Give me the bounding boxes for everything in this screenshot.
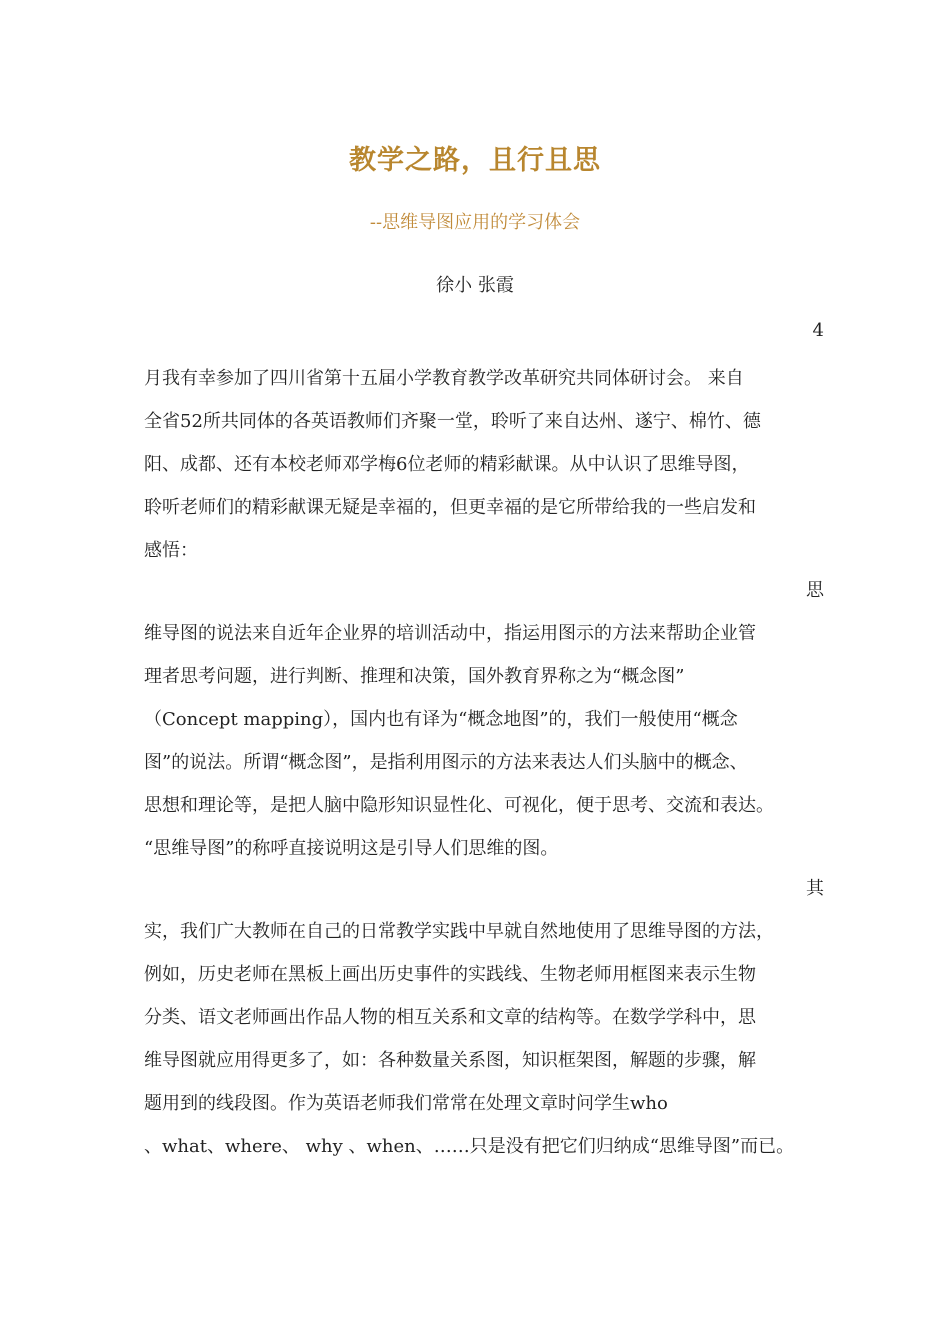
paragraph-3-line-6: 、what、where、 why 、when、……只是没有把它们归纳成“思维导图”而已。 <box>144 1136 795 1157</box>
paragraph-3-line-3: 分类、语文老师画出作品人物的相互关系和文章的结构等。在数学学科中，思 <box>144 1007 756 1028</box>
paragraph-3-line-5: 题用到的线段图。作为英语老师我们常常在处理文章时问学生who <box>144 1093 668 1114</box>
paragraph-3-line-2: 例如，历史老师在黑板上画出历史事件的实践线、生物老师用框图来表示生物 <box>144 964 756 985</box>
paragraph-1-line-4: 聆听老师们的精彩献课无疑是幸福的，但更幸福的是它所带给我的一些启发和 <box>144 497 756 518</box>
paragraph-2-line-6: “思维导图”的称呼直接说明这是引导人们思维的图。 <box>144 838 559 859</box>
paragraph-2-line-4: 图”的说法。所谓“概念图”，是指利用图示的方法来表达人们头脑中的概念、 <box>144 752 748 773</box>
document-title: 教学之路，且行且思 <box>349 145 601 176</box>
paragraph-2-lead: 思 <box>806 580 824 601</box>
paragraph-1-lead: 4 <box>812 320 824 341</box>
document-subtitle: --思维导图应用的学习体会 <box>369 212 581 233</box>
document-authors: 徐小 张霞 <box>436 275 514 296</box>
paragraph-1-line-3: 阳、成都、还有本校老师邓学梅6位老师的精彩献课。从中认识了思维导图， <box>144 454 750 475</box>
paragraph-1-line-5: 感悟： <box>144 540 198 561</box>
paragraph-2-line-2: 理者思考问题，进行判断、推理和决策，国外教育界称之为“概念图” <box>144 666 685 687</box>
paragraph-3-line-4: 维导图就应用得更多了，如：各种数量关系图，知识框架图，解题的步骤，解 <box>144 1050 756 1071</box>
paragraph-1-line-1: 月我有幸参加了四川省第十五届小学教育教学改革研究共同体研讨会。 来自 <box>144 368 744 389</box>
paragraph-2-line-1: 维导图的说法来自近年企业界的培训活动中，指运用图示的方法来帮助企业管 <box>144 623 756 644</box>
paragraph-3-line-1: 实，我们广大教师在自己的日常教学实践中早就自然地使用了思维导图的方法， <box>144 921 774 942</box>
paragraph-3-lead: 其 <box>806 878 824 899</box>
paragraph-2-line-3: （Concept mapping），国内也有译为“概念地图”的，我们一般使用“概念 <box>144 709 738 730</box>
paragraph-1-line-2: 全省52所共同体的各英语教师们齐聚一堂，聆听了来自达州、遂宁、棉竹、德 <box>144 411 761 432</box>
paragraph-2-line-5: 思想和理论等，是把人脑中隐形知识显性化、可视化，便于思考、交流和表达。 <box>144 795 774 816</box>
